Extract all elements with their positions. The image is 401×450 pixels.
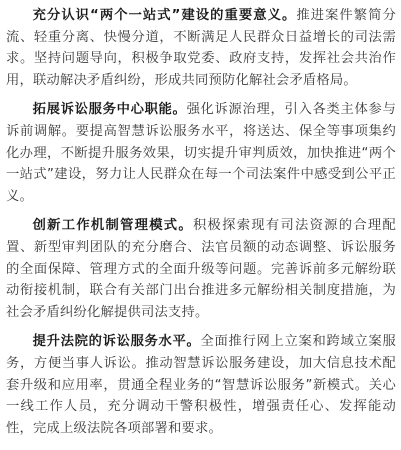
paragraph-2 [6,99,396,207]
paragraph-2-lead: 拓展诉讼服务中心职能。 [32,102,187,118]
document-body [6,5,396,439]
paragraph-1-text: 推进案件繁简分流、轻重分离、快慢分道，不断满足人民群众日益增长的司法需求。坚持问题导向，积极争取党委、政府支持，发挥社会共治作用，联动解决矛盾纠纷，形成共同预防化解社会矛盾格局。 [6,8,397,88]
paragraph-2-text: 强化诉源治理，引入各类主体参与诉前调解。要提高智慧诉讼服务水平，将送达、保全等事项集约化办理，不断提升服务效果，切实提升审判质效，加快推进“两个一站式”建设，努力让人民群众在每一个司法案件中感受到公平正义。 [6,102,397,204]
paragraph-4-lead: 提升法院的诉讼服务水平。 [32,334,201,350]
paragraph-3-lead: 创新工作机制管理模式。 [32,218,193,234]
paragraph-3-text: 积极探索现有司法资源的合理配置、新型审判团队的充分磨合、法官员额的动态调整、诉讼服务的全面保障、管理方式的全面升级等问题。完善诉前多元解纷联动衔接机制，联合有关部门出台推进多元解纷相关制度措施，为社会矛盾纠纷化解提供司法支持。 [6,218,396,320]
paragraph-1 [6,5,396,91]
paragraph-4 [6,331,396,439]
paragraph-3 [6,215,396,323]
paragraph-4-text: 全面推行网上立案和跨域立案服务，方便当事人诉讼。推动智慧诉讼服务建设，加大信息技术配套升级和应用率，贯通全程业务的“智慧诉讼服务”新模式。关心一线工作人员，充分调动干警积极性，增强责任心、发挥能动性，完成上级法院各项部署和要求。 [6,334,396,436]
paragraph-1-lead: 充分认识“两个一站式”建设的重要意义。 [32,8,297,23]
